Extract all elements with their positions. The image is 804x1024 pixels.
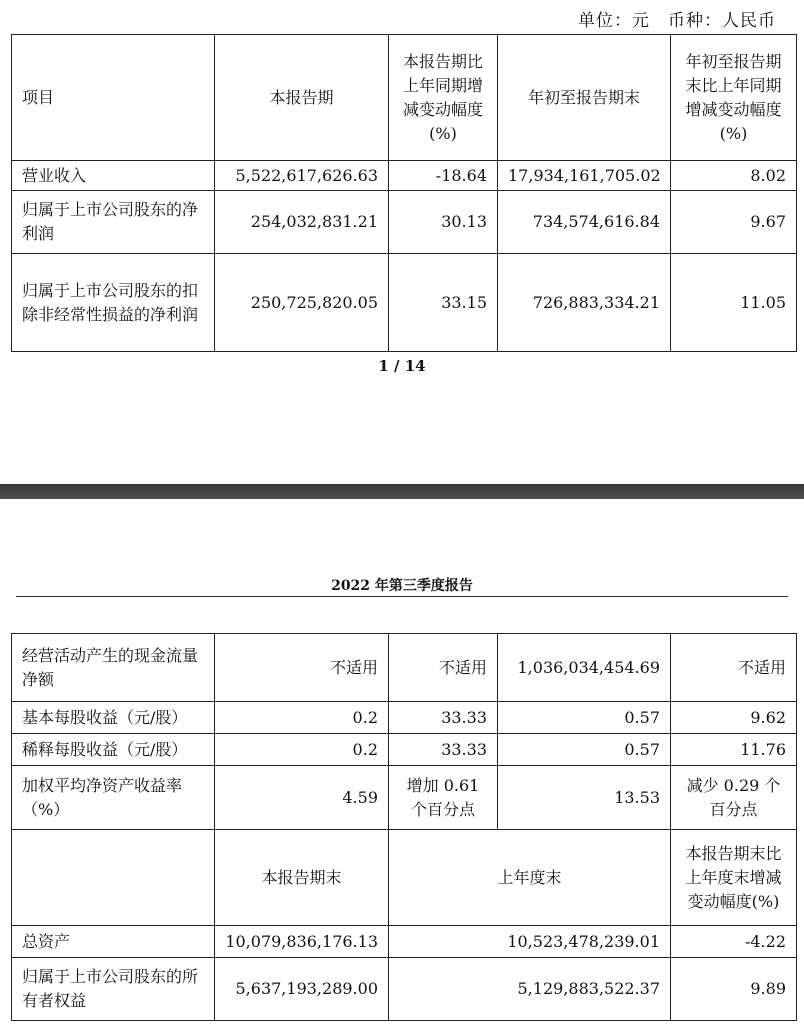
cell-value: 0.2	[215, 702, 389, 734]
report-title: 2022 年第三季度报告	[331, 578, 473, 594]
cell-value: 不适用	[671, 634, 797, 702]
cell-value: 0.57	[498, 734, 671, 766]
sub-header-prior-year-end: 上年度末	[389, 830, 671, 926]
cell-value: 250,725,820.05	[215, 254, 389, 352]
row-label: 归属于上市公司股东的扣除非经常性损益的净利润	[12, 254, 215, 352]
row-label: 营业收入	[12, 161, 215, 191]
cell-value: 不适用	[215, 634, 389, 702]
row-label: 稀释每股收益（元/股）	[12, 734, 215, 766]
cell-value: 11.05	[671, 254, 797, 352]
sub-header-period-end: 本报告期末	[215, 830, 389, 926]
row-label: 基本每股收益（元/股）	[12, 702, 215, 734]
table-row	[12, 191, 797, 254]
currency-unit-note: 单位：元 币种：人民币	[578, 11, 776, 31]
cell-value: 10,079,836,176.13	[215, 926, 389, 958]
header-ytd: 年初至报告期末	[498, 35, 671, 161]
cell-value: 增加 0.61 个百分点	[389, 766, 498, 830]
header-item: 项目	[12, 35, 215, 161]
header-ytd-change: 年初至报告期末比上年同期增减变动幅度(%)	[671, 35, 797, 161]
header-current-period-change: 本报告期比上年同期增减变动幅度(%)	[389, 35, 498, 161]
cell-value: 734,574,616.84	[498, 191, 671, 254]
cell-value: 254,032,831.21	[215, 191, 389, 254]
cell-value: 8.02	[671, 161, 797, 191]
row-label: 总资产	[12, 926, 215, 958]
financial-summary-table-continued	[11, 633, 797, 1021]
cell-value: 1,036,034,454.69	[498, 634, 671, 702]
table-row	[12, 926, 797, 958]
title-rule	[16, 596, 788, 597]
cell-value: 10,523,478,239.01	[389, 926, 671, 958]
cell-value: -4.22	[671, 926, 797, 958]
cell-value: 11.76	[671, 734, 797, 766]
cell-value: 33.33	[389, 734, 498, 766]
cell-value: 减少 0.29 个百分点	[671, 766, 797, 830]
cell-value: 4.59	[215, 766, 389, 830]
table-header-row	[12, 35, 797, 161]
table-row	[12, 161, 797, 191]
table-row	[12, 958, 797, 1021]
cell-value: -18.64	[389, 161, 498, 191]
financial-summary-table	[11, 34, 797, 352]
cell-value: 9.62	[671, 702, 797, 734]
table-row	[12, 634, 797, 702]
page-divider	[0, 484, 804, 499]
cell-value: 17,934,161,705.02	[498, 161, 671, 191]
cell-value: 33.33	[389, 702, 498, 734]
cell-value: 0.57	[498, 702, 671, 734]
cell-value: 30.13	[389, 191, 498, 254]
cell-value: 13.53	[498, 766, 671, 830]
row-label: 经营活动产生的现金流量净额	[12, 634, 215, 702]
header-current-period: 本报告期	[215, 35, 389, 161]
cell-value: 5,522,617,626.63	[215, 161, 389, 191]
table-row	[12, 734, 797, 766]
cell-value: 9.67	[671, 191, 797, 254]
cell-value: 726,883,334.21	[498, 254, 671, 352]
table-row	[12, 702, 797, 734]
cell-value: 5,129,883,522.37	[389, 958, 671, 1021]
cell-value: 0.2	[215, 734, 389, 766]
sub-header-row	[12, 830, 797, 926]
table-row	[12, 254, 797, 352]
table-row	[12, 766, 797, 830]
cell-value: 不适用	[389, 634, 498, 702]
row-label: 加权平均净资产收益率（%）	[12, 766, 215, 830]
sub-header-blank	[12, 830, 215, 926]
cell-value: 33.15	[389, 254, 498, 352]
page-number: 1 / 14	[378, 357, 426, 375]
sub-header-change: 本报告期末比上年度末增减变动幅度(%)	[671, 830, 797, 926]
row-label: 归属于上市公司股东的所有者权益	[12, 958, 215, 1021]
cell-value: 5,637,193,289.00	[215, 958, 389, 1021]
cell-value: 9.89	[671, 958, 797, 1021]
row-label: 归属于上市公司股东的净利润	[12, 191, 215, 254]
